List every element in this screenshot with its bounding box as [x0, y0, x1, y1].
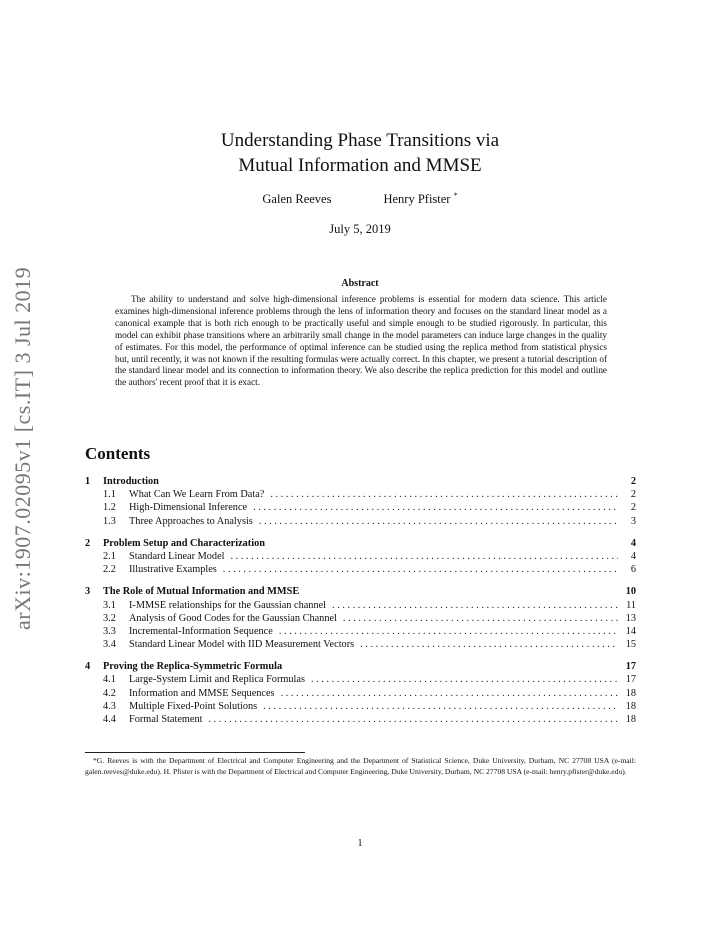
author-list — [0, 191, 720, 207]
toc-entry-subsection[interactable] — [85, 626, 636, 639]
toc-entry-subsection[interactable] — [85, 701, 636, 714]
toc-page-number: 11 — [626, 599, 636, 611]
toc-section-title: Introduction — [103, 476, 159, 487]
toc-subsection-title: I-MMSE relationships for the Gaussian channel — [129, 599, 327, 611]
paper-date: July 5, 2019 — [329, 222, 391, 236]
toc-leader-dots — [279, 626, 618, 637]
toc-entry-section[interactable] — [85, 586, 636, 599]
toc-subsection-title: Large-System Limit and Replica Formulas — [129, 674, 305, 686]
toc-subsection-number: 4.3 — [103, 700, 116, 712]
toc-entry-subsection[interactable] — [85, 613, 636, 626]
title-line-2: Mutual Information and MMSE — [238, 155, 482, 176]
author-footnote: *G. Reeves is with the Department of Electrical and Computer Engineering and the Department of Statistical Science, Duke University, Durham, NC 27708 USA (e-mail: galen.reeves@duke.edu). H. Pfister is with the Department of Electrical and Computer Engineering, Duke University, Durham, NC 27708 USA (e-mail: henry.pfister@duke.edu). — [85, 756, 636, 776]
toc-subsection-number: 3.3 — [103, 625, 116, 637]
arxiv-identifier: arXiv:1907.02095v1 [cs.IT] 3 Jul 2019 — [10, 266, 35, 630]
toc-section-title: Problem Setup and Characterization — [103, 537, 265, 549]
toc-subsection-title: Incremental-Information Sequence — [129, 625, 273, 637]
toc-page-number: 2 — [630, 502, 636, 514]
toc-page-number: 3 — [630, 515, 636, 527]
toc-leader-dots — [263, 701, 618, 712]
toc-subsection-title: Multiple Fixed-Point Solutions — [129, 700, 258, 712]
toc-section-number: 1 — [85, 476, 91, 487]
toc-entry-subsection[interactable] — [85, 688, 636, 701]
contents-heading: Contents — [85, 444, 151, 463]
toc-subsection-title: Illustrative Examples — [129, 564, 217, 576]
toc-subsection-number: 2.1 — [103, 550, 116, 562]
toc-section-title: Proving the Replica-Symmetric Formula — [103, 661, 283, 673]
toc-leader-dots — [270, 489, 618, 500]
toc-subsection-number: 1.2 — [103, 502, 116, 514]
toc-leader-dots — [259, 516, 618, 527]
toc-entry-subsection[interactable] — [85, 502, 636, 515]
toc-subsection-title: Three Approaches to Analysis — [129, 515, 253, 527]
toc-section — [85, 586, 636, 652]
toc-section — [85, 661, 636, 727]
toc-page-number: 17 — [625, 661, 636, 673]
toc-subsection-number: 2.2 — [103, 564, 116, 576]
author-1: Galen Reeves — [262, 192, 332, 207]
toc-subsection-title: Standard Linear Model — [129, 550, 225, 562]
toc-entry-subsection[interactable] — [85, 489, 636, 502]
toc-subsection-title: Analysis of Good Codes for the Gaussian Channel — [129, 612, 337, 624]
toc-subsection-number: 4.2 — [103, 687, 116, 699]
toc-page-number: 2 — [630, 489, 636, 501]
toc-page-number: 10 — [625, 586, 636, 598]
toc-leader-dots — [332, 600, 618, 611]
toc-section-number: 3 — [85, 586, 91, 598]
toc-leader-dots — [311, 674, 618, 685]
page-number: 1 — [357, 838, 363, 849]
author-2 — [383, 192, 457, 206]
toc-subsection-title: Standard Linear Model with IID Measurement Vectors — [129, 639, 355, 651]
toc-entry-section[interactable] — [85, 661, 636, 674]
toc-page-number: 18 — [625, 687, 636, 699]
toc-page-number: 14 — [625, 625, 636, 637]
toc-page-number: 18 — [625, 714, 636, 725]
toc-page-number: 4 — [630, 550, 636, 562]
toc-subsection-title: Formal Statement — [129, 714, 203, 725]
toc-entry-subsection[interactable] — [85, 516, 636, 529]
toc-page-number: 2 — [630, 476, 636, 487]
toc-page-number: 13 — [625, 612, 636, 624]
abstract-heading: Abstract — [341, 278, 379, 289]
toc-entry-subsection[interactable] — [85, 564, 636, 577]
toc-leader-dots — [231, 551, 618, 562]
toc-page-number: 17 — [625, 674, 636, 686]
toc-page-number: 15 — [625, 639, 636, 651]
toc-leader-dots — [253, 502, 618, 513]
toc-entry-subsection[interactable] — [85, 551, 636, 564]
title-line-1: Understanding Phase Transitions via — [220, 130, 500, 151]
toc-subsection-number: 3.2 — [103, 612, 116, 624]
toc-entry-subsection[interactable] — [85, 639, 636, 652]
toc-section-number: 4 — [85, 661, 91, 673]
toc-entry-section[interactable] — [85, 538, 636, 551]
footnote-rule — [85, 752, 305, 753]
table-of-contents — [85, 476, 636, 736]
toc-leader-dots — [281, 688, 618, 699]
toc-subsection-number: 4.1 — [103, 674, 116, 686]
toc-page-number: 6 — [630, 564, 636, 576]
toc-section — [85, 476, 636, 529]
toc-section — [85, 538, 636, 578]
author-2-footnote-mark: * — [453, 191, 458, 200]
toc-subsection-number: 1.1 — [103, 489, 116, 501]
toc-entry-subsection[interactable] — [85, 600, 636, 613]
toc-section-title: The Role of Mutual Information and MMSE — [103, 586, 300, 598]
toc-section-number: 2 — [85, 537, 91, 549]
toc-subsection-title: High-Dimensional Inference — [129, 502, 248, 514]
toc-leader-dots — [343, 613, 618, 624]
toc-subsection-number: 3.4 — [103, 639, 116, 651]
toc-page-number: 18 — [625, 700, 636, 712]
paper-title — [0, 128, 720, 178]
toc-entry-section[interactable] — [85, 476, 636, 489]
toc-leader-dots — [360, 639, 618, 650]
toc-page-number: 4 — [630, 537, 636, 549]
toc-subsection-title: Information and MMSE Sequences — [129, 687, 275, 699]
abstract-text: The ability to understand and solve high-dimensional inference problems is essential for modern data science. This article examines high-dimensional inference problems through the lens of information theory and focuses on the standard linear model as a canonical example that is both rich enough to be practically useful and simple enough to be studied rigorously. In particular, this model can exhibit phase transitions where an arbitrarily small change in the model parameters can induce large changes in the quality of estimates. For this model, the performance of optimal inference can be studied using the replica method from statistical physics but, until recently, it was not known if the resulting formulas were actually correct. In this chapter, we present a tutorial description of the standard linear model and its connection to information theory. We also describe the replica prediction for this model and outline the authors' recent proof that it is exact. — [115, 294, 607, 388]
toc-subsection-number: 3.1 — [103, 599, 116, 611]
toc-entry-subsection[interactable] — [85, 714, 636, 727]
toc-subsection-number: 1.3 — [103, 515, 116, 527]
author-2-name: Henry Pfister — [383, 192, 451, 207]
toc-subsection-number: 4.4 — [103, 714, 116, 725]
toc-leader-dots — [223, 564, 618, 575]
toc-subsection-title: What Can We Learn From Data? — [129, 489, 265, 501]
toc-entry-subsection[interactable] — [85, 674, 636, 687]
toc-leader-dots — [209, 714, 619, 725]
